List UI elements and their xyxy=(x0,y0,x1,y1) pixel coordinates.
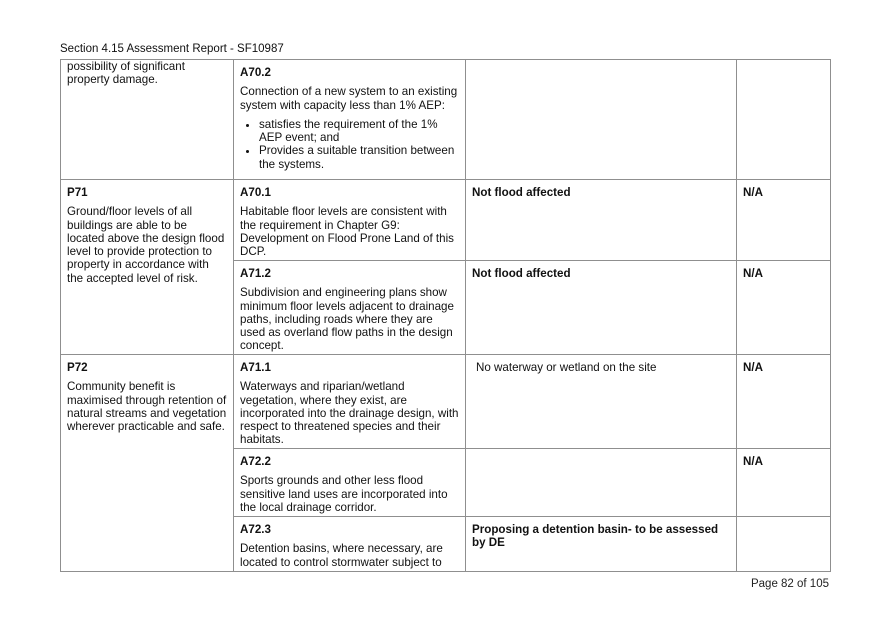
criteria-cell xyxy=(234,517,466,572)
criteria-code: A71.2 xyxy=(240,267,271,280)
objective-text: Ground/floor levels of all buildings are able to be located above the design flood level to provide protection to property in accordance with the accepted level of risk. xyxy=(67,205,225,285)
criteria-cell xyxy=(234,60,466,180)
table-row xyxy=(61,180,831,261)
objective-code: P72 xyxy=(67,361,88,374)
assessment-table xyxy=(60,59,831,572)
criteria-code: A71.1 xyxy=(240,361,271,374)
criteria-code: A72.2 xyxy=(240,455,271,468)
comment-cell xyxy=(466,60,737,180)
criteria-text: Habitable floor levels are consistent with the requirement in Chapter G9: Development on Flood Prone Land of this DCP. xyxy=(240,205,454,259)
criteria-bullets xyxy=(240,118,459,171)
comment-text: Proposing a detention basin- to be assessed by DE xyxy=(472,523,719,550)
table-row xyxy=(61,355,831,449)
criteria-code: A72.3 xyxy=(240,523,271,536)
objective-cell xyxy=(61,355,234,572)
compliance-cell xyxy=(737,60,831,180)
compliance-cell xyxy=(737,355,831,449)
comment-cell xyxy=(466,355,737,449)
compliance-status: N/A xyxy=(743,455,763,468)
objective-text: Community benefit is maximised through retention of natural streams and vegetation wherever practicable and safe. xyxy=(67,380,227,434)
comment-cell xyxy=(466,180,737,261)
criteria-text: Connection of a new system to an existing system with capacity less than 1% AEP: xyxy=(240,85,458,112)
comment-text: Not flood affected xyxy=(472,267,571,280)
criteria-cell xyxy=(234,180,466,261)
table-row xyxy=(61,60,831,180)
objective-cell xyxy=(61,60,234,180)
criteria-code: A70.2 xyxy=(240,66,271,79)
comment-cell xyxy=(466,517,737,572)
criteria-text: Subdivision and engineering plans show minimum floor levels adjacent to drainage paths, including roads where they are used as overland flow paths in the design concept. xyxy=(240,286,454,353)
compliance-cell xyxy=(737,517,831,572)
page-number: Page 82 of 105 xyxy=(750,578,829,590)
criteria-cell xyxy=(234,449,466,517)
bullet-item: • Provides a suitable transition between the systems. xyxy=(259,144,459,171)
criteria-text: Detention basins, where necessary, are located to control stormwater subject to xyxy=(240,542,443,569)
comment-text: Not flood affected xyxy=(472,186,571,199)
compliance-status: N/A xyxy=(743,267,763,280)
comment-cell xyxy=(466,449,737,517)
compliance-cell xyxy=(737,449,831,517)
objective-cell xyxy=(61,180,234,355)
criteria-text: Sports grounds and other less flood sensitive land uses are incorporated into the local drainage corridor. xyxy=(240,474,448,514)
compliance-cell xyxy=(737,180,831,261)
bullet-item: • satisfies the requirement of the 1% AEP event; and xyxy=(259,118,459,145)
report-header: Section 4.15 Assessment Report - SF10987 xyxy=(60,43,284,55)
comment-text: No waterway or wetland on the site xyxy=(476,361,657,374)
criteria-cell xyxy=(234,355,466,449)
criteria-cell xyxy=(234,261,466,355)
objective-text: possibility of significant property damage. xyxy=(67,60,185,87)
criteria-text: Waterways and riparian/wetland vegetation, where they exist, are incorporated into the drainage design, with respect to threatened species and their habitats. xyxy=(240,380,459,447)
objective-code: P71 xyxy=(67,186,88,199)
compliance-status: N/A xyxy=(743,186,763,199)
compliance-status: N/A xyxy=(743,361,763,374)
comment-cell xyxy=(466,261,737,355)
compliance-cell xyxy=(737,261,831,355)
criteria-code: A70.1 xyxy=(240,186,271,199)
